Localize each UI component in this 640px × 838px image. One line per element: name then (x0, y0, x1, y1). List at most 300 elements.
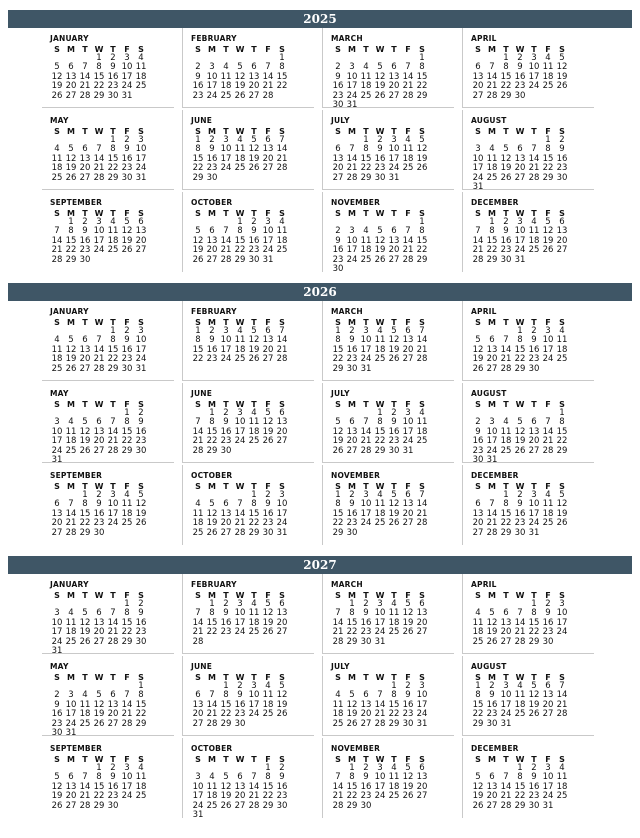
day-cell: 1 (279, 53, 285, 63)
day-cell: 20 (262, 153, 274, 164)
weekday-label: F (405, 209, 411, 218)
day-cell: 21 (514, 627, 526, 638)
day-cell: 29 (472, 718, 484, 729)
day-cell: 29 (514, 800, 526, 811)
day-cell: 22 (107, 163, 119, 174)
day-cell: 18 (514, 699, 526, 710)
weekday-label: T (110, 45, 116, 54)
day-cell: 18 (416, 426, 428, 437)
day-cell: 1 (335, 490, 341, 500)
day-cell (373, 529, 387, 538)
day-cell: 16 (121, 344, 133, 355)
day-cell: 28 (514, 636, 526, 647)
day-cell (247, 174, 261, 183)
day-cell: 24 (416, 709, 428, 720)
day-cell: 22 (262, 791, 274, 802)
weekday-label: T (110, 482, 116, 491)
day-cell: 2 (391, 408, 397, 418)
day-cell: 7 (96, 144, 102, 155)
month-name: SEPTEMBER (50, 471, 103, 480)
week-row (191, 628, 314, 637)
day-cell: 15 (192, 153, 204, 164)
day-cell: 28 (472, 254, 484, 265)
day-cell: 21 (248, 791, 260, 802)
weekday-label: W (235, 673, 245, 682)
day-cell: 10 (51, 617, 63, 628)
day-cell: 3 (68, 690, 74, 701)
day-cell: 22 (121, 627, 133, 638)
weekday-label: S (195, 400, 201, 409)
day-cell: 18 (135, 781, 147, 792)
day-cell: 18 (51, 354, 63, 365)
day-cell: 26 (79, 636, 91, 647)
day-cell: 2 (517, 490, 523, 500)
day-cell: 27 (262, 163, 274, 174)
day-cell: 4 (391, 763, 397, 773)
day-cell: 10 (542, 335, 554, 346)
day-cell (541, 92, 555, 101)
day-cell: 15 (121, 426, 133, 437)
weekday-label: M (488, 673, 496, 682)
day-cell: 10 (135, 335, 147, 346)
day-cell: 25 (486, 172, 498, 183)
day-cell: 12 (416, 144, 428, 155)
day-cell: 20 (388, 81, 400, 92)
month-block (182, 738, 314, 818)
day-cell: 12 (135, 499, 147, 510)
day-cell: 22 (500, 518, 512, 529)
day-cell: 9 (335, 71, 341, 82)
day-cell (261, 638, 275, 647)
day-cell: 13 (248, 71, 260, 82)
day-cell: 18 (374, 508, 386, 519)
day-cell: 11 (121, 499, 133, 510)
weekday-label: F (124, 318, 130, 327)
day-cell: 11 (514, 690, 526, 701)
weekday-label: F (545, 673, 551, 682)
day-cell: 13 (402, 335, 414, 346)
day-cell: 22 (472, 709, 484, 720)
day-cell: 22 (528, 627, 540, 638)
day-cell: 23 (472, 445, 484, 456)
month-name: JUNE (191, 389, 213, 398)
day-cell: 10 (360, 335, 372, 346)
day-cell: 26 (276, 709, 288, 720)
month-block (182, 574, 314, 654)
day-cell: 4 (138, 53, 144, 63)
day-cell: 1 (517, 763, 523, 773)
day-cell: 30 (528, 363, 540, 374)
weekday-label: M (208, 318, 216, 327)
day-cell: 24 (234, 627, 246, 638)
day-cell (134, 647, 148, 656)
day-cell: 23 (346, 518, 358, 529)
month-name: APRIL (471, 307, 497, 316)
weekday-label: M (67, 755, 75, 764)
day-cell: 7 (405, 62, 411, 73)
day-cell: 28 (107, 445, 119, 456)
weekday-label: T (223, 673, 229, 682)
day-cell: 1 (96, 763, 102, 773)
day-cell: 25 (135, 81, 147, 92)
day-cell: 29 (192, 172, 204, 183)
day-cell: 17 (374, 617, 386, 628)
day-cell: 1 (251, 490, 257, 500)
day-cell: 2 (335, 226, 341, 237)
day-cell: 13 (332, 153, 344, 164)
day-cell: 9 (517, 499, 523, 510)
day-cell: 12 (65, 344, 77, 355)
day-cell: 20 (79, 354, 91, 365)
weekday-label: T (110, 209, 116, 218)
day-cell (219, 174, 233, 183)
day-cell: 22 (416, 245, 428, 256)
day-cell: 2 (377, 135, 383, 145)
day-cell: 28 (332, 636, 344, 647)
day-cell: 6 (405, 326, 411, 336)
day-cell: 15 (514, 344, 526, 355)
day-cell: 1 (531, 599, 537, 609)
month-name: FEBRUARY (191, 580, 237, 589)
day-cell: 4 (195, 499, 201, 510)
day-cell: 15 (374, 426, 386, 437)
day-cell: 9 (124, 144, 130, 155)
weekday-label: F (545, 127, 551, 136)
month-name: SEPTEMBER (50, 744, 103, 753)
day-cell: 26 (388, 354, 400, 365)
weekday-label: W (235, 45, 245, 54)
day-cell: 5 (559, 490, 565, 500)
weekday-header (191, 755, 314, 764)
day-cell: 11 (51, 153, 63, 164)
weekday-label: S (559, 755, 565, 764)
day-cell: 4 (363, 226, 369, 237)
day-cell: 11 (65, 617, 77, 628)
day-cell: 13 (346, 426, 358, 437)
day-cell: 3 (279, 490, 285, 500)
weekday-label: S (138, 209, 144, 218)
day-cell: 4 (124, 490, 130, 500)
day-cell: 9 (363, 772, 369, 783)
day-cell (527, 456, 541, 465)
day-cell: 9 (559, 144, 565, 155)
day-cell: 11 (472, 617, 484, 628)
day-cell: 8 (335, 499, 341, 510)
day-cell: 27 (486, 363, 498, 374)
day-cell: 8 (489, 226, 495, 237)
day-cell: 28 (121, 718, 133, 729)
weekday-label: T (503, 127, 509, 136)
day-cell: 7 (82, 62, 88, 73)
day-cell: 19 (374, 81, 386, 92)
day-cell: 10 (360, 499, 372, 510)
day-cell: 21 (332, 627, 344, 638)
day-cell (415, 174, 429, 183)
day-cell: 21 (332, 791, 344, 802)
day-cell: 14 (107, 426, 119, 437)
weekday-label: T (391, 127, 397, 136)
day-cell: 22 (206, 627, 218, 638)
day-cell: 20 (486, 791, 498, 802)
day-cell: 19 (51, 791, 63, 802)
day-cell: 24 (51, 636, 63, 647)
day-cell: 12 (93, 699, 105, 710)
day-cell: 20 (472, 81, 484, 92)
day-cell: 1 (517, 326, 523, 336)
day-cell: 26 (472, 800, 484, 811)
day-cell: 15 (135, 699, 147, 710)
day-cell: 30 (121, 363, 133, 374)
day-cell: 3 (237, 408, 243, 418)
month-block (42, 465, 174, 545)
day-cell (92, 729, 106, 738)
day-cell: 17 (542, 344, 554, 355)
day-cell: 29 (107, 363, 119, 374)
day-cell (401, 174, 415, 183)
day-cell: 11 (542, 62, 554, 73)
day-cell: 24 (514, 245, 526, 256)
day-cell: 6 (517, 144, 523, 155)
day-cell: 11 (388, 608, 400, 619)
day-cell (555, 638, 569, 647)
day-cell: 23 (121, 163, 133, 174)
week-row (331, 447, 454, 456)
day-cell (401, 638, 415, 647)
day-cell: 3 (138, 326, 144, 336)
day-cell: 21 (486, 81, 498, 92)
day-cell (387, 265, 401, 274)
day-cell (415, 802, 429, 811)
weekday-label: T (531, 755, 537, 764)
weekday-label: M (348, 591, 356, 600)
week-row (50, 529, 174, 538)
day-cell: 26 (332, 445, 344, 456)
day-cell: 11 (262, 690, 274, 701)
day-cell: 2 (110, 763, 116, 773)
day-cell: 1 (138, 681, 144, 691)
day-cell: 27 (220, 527, 232, 538)
weekday-label: S (279, 127, 285, 136)
day-cell (499, 456, 513, 465)
day-cell: 6 (223, 499, 229, 510)
day-cell: 23 (486, 709, 498, 720)
day-cell: 20 (234, 791, 246, 802)
day-cell: 31 (65, 727, 77, 738)
day-cell: 21 (262, 81, 274, 92)
weekday-label: S (195, 591, 201, 600)
day-cell: 23 (542, 627, 554, 638)
day-cell: 4 (545, 53, 551, 63)
day-cell: 19 (121, 235, 133, 246)
day-cell: 26 (542, 245, 554, 256)
day-cell (373, 365, 387, 374)
day-cell: 1 (209, 408, 215, 418)
week-row (471, 365, 594, 374)
day-cell: 10 (472, 153, 484, 164)
week-row (50, 256, 174, 265)
day-cell: 28 (79, 90, 91, 101)
day-cell: 14 (121, 699, 133, 710)
day-cell (275, 256, 289, 265)
day-cell: 2 (517, 53, 523, 63)
day-cell: 8 (419, 226, 425, 237)
day-cell: 24 (374, 627, 386, 638)
day-cell: 13 (262, 144, 274, 155)
day-cell: 2 (195, 62, 201, 73)
weekday-label: F (265, 127, 271, 136)
day-cell: 24 (528, 81, 540, 92)
weekday-label: F (265, 318, 271, 327)
day-cell: 30 (346, 363, 358, 374)
month-block (322, 192, 454, 272)
weekday-label: S (335, 673, 341, 682)
weekday-label: F (265, 209, 271, 218)
day-cell: 27 (388, 90, 400, 101)
day-cell: 8 (349, 608, 355, 619)
day-cell: 11 (65, 426, 77, 437)
week-row (331, 638, 454, 647)
day-cell: 28 (528, 172, 540, 183)
day-cell: 2 (124, 326, 130, 336)
weekday-label: T (391, 209, 397, 218)
day-cell: 27 (416, 627, 428, 638)
day-cell: 4 (377, 490, 383, 500)
day-cell: 7 (279, 326, 285, 336)
day-cell: 29 (93, 800, 105, 811)
day-cell: 6 (545, 681, 551, 691)
day-cell: 29 (500, 90, 512, 101)
day-cell: 5 (349, 690, 355, 701)
weekday-label: T (531, 127, 537, 136)
day-cell: 4 (54, 144, 60, 155)
day-cell: 18 (500, 436, 512, 447)
day-cell: 15 (500, 508, 512, 519)
day-cell: 6 (265, 135, 271, 145)
weekday-label: S (335, 45, 341, 54)
day-cell: 7 (559, 681, 565, 691)
month-name: JULY (331, 389, 350, 398)
day-cell: 23 (79, 245, 91, 256)
day-cell: 9 (489, 690, 495, 701)
weekday-label: M (67, 209, 75, 218)
day-cell: 25 (276, 245, 288, 256)
day-cell: 30 (107, 90, 119, 101)
day-cell: 30 (51, 727, 63, 738)
day-cell: 9 (363, 608, 369, 619)
day-cell: 2 (279, 763, 285, 773)
weekday-label: S (138, 45, 144, 54)
weekday-label: W (375, 755, 385, 764)
day-cell: 21 (65, 518, 77, 529)
day-cell: 17 (135, 153, 147, 164)
month-block (322, 465, 454, 545)
weekday-label: S (54, 755, 60, 764)
day-cell: 24 (500, 709, 512, 720)
weekday-label: S (559, 318, 565, 327)
day-cell: 16 (514, 508, 526, 519)
weekday-label: S (195, 755, 201, 764)
weekday-label: S (138, 482, 144, 491)
day-cell: 2 (138, 599, 144, 609)
day-cell: 22 (486, 245, 498, 256)
day-cell: 24 (248, 709, 260, 720)
day-cell (134, 256, 148, 265)
day-cell: 11 (556, 335, 568, 346)
day-cell: 31 (135, 172, 147, 183)
day-cell: 11 (374, 499, 386, 510)
day-cell: 17 (234, 617, 246, 628)
day-cell: 5 (489, 608, 495, 619)
day-cell: 30 (402, 718, 414, 729)
day-cell: 23 (500, 245, 512, 256)
day-cell: 17 (220, 344, 232, 355)
day-cell: 5 (82, 608, 88, 619)
day-cell: 16 (220, 617, 232, 628)
weekday-label: T (531, 400, 537, 409)
day-cell: 21 (402, 81, 414, 92)
day-cell: 20 (416, 781, 428, 792)
day-cell (247, 811, 261, 820)
day-cell: 5 (223, 772, 229, 783)
day-cell: 11 (135, 62, 147, 73)
weekday-label: T (503, 673, 509, 682)
day-cell: 5 (391, 490, 397, 500)
weekday-label: S (195, 45, 201, 54)
weekday-label: S (279, 318, 285, 327)
weekday-label: S (559, 209, 565, 218)
day-cell: 7 (545, 417, 551, 428)
day-cell: 13 (79, 344, 91, 355)
day-cell: 14 (500, 344, 512, 355)
day-cell: 18 (248, 617, 260, 628)
day-cell: 8 (124, 417, 130, 428)
day-cell: 9 (349, 499, 355, 510)
weekday-label: M (67, 400, 75, 409)
day-cell: 15 (206, 426, 218, 437)
day-cell (401, 101, 415, 110)
month-name: JUNE (191, 662, 213, 671)
day-cell: 21 (79, 791, 91, 802)
week-row (471, 174, 594, 183)
day-cell: 22 (514, 791, 526, 802)
day-cell: 20 (79, 163, 91, 174)
day-cell: 28 (248, 800, 260, 811)
day-cell: 9 (377, 144, 383, 155)
day-cell (541, 720, 555, 729)
day-cell: 13 (262, 335, 274, 346)
day-cell: 25 (248, 627, 260, 638)
month-name: AUGUST (471, 389, 507, 398)
day-cell: 2 (96, 490, 102, 500)
day-cell: 31 (374, 636, 386, 647)
day-cell (275, 638, 289, 647)
day-cell: 4 (475, 608, 481, 619)
day-cell: 30 (388, 445, 400, 456)
day-cell: 4 (503, 417, 509, 428)
day-cell: 4 (391, 599, 397, 609)
weekday-label: F (265, 755, 271, 764)
weekday-label: F (405, 591, 411, 600)
day-cell: 7 (335, 772, 341, 783)
day-cell: 24 (135, 354, 147, 365)
day-cell: 17 (93, 235, 105, 246)
day-cell: 15 (542, 153, 554, 164)
day-cell: 15 (514, 781, 526, 792)
day-cell: 31 (262, 254, 274, 265)
day-cell: 12 (248, 335, 260, 346)
day-cell: 24 (65, 718, 77, 729)
week-row (191, 256, 314, 265)
